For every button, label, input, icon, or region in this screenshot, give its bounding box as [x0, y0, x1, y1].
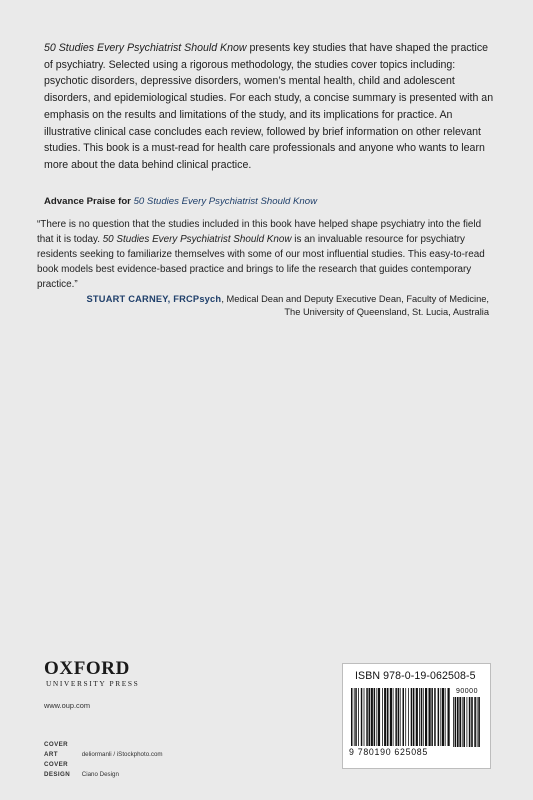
barcode-bar [355, 688, 357, 746]
barcode-bar [354, 688, 355, 746]
barcode-bar [376, 688, 377, 746]
quote-book-title: 50 Studies Every Psychiatrist Should Know [102, 234, 292, 245]
barcode-bar [361, 688, 363, 746]
praise-heading-book-title: 50 Studies Every Psychiatrist Should Know [133, 196, 318, 207]
barcode-bar [425, 688, 427, 746]
barcode-bar [431, 688, 433, 746]
barcode-bar [434, 688, 436, 746]
addon-barcode [453, 697, 483, 748]
barcode-bar [400, 688, 401, 746]
addon-bar [477, 697, 478, 747]
endorsement-quote [37, 217, 497, 292]
barcode-bar [411, 688, 413, 746]
barcode-bar [378, 688, 380, 746]
quote-part-2: is an invaluable resource for psychiatry residents seeking to familiarize themselves with some of our most influential studies. This easy-to-read book models best evidence-based practice and brings to life the research that guides contemporary practice.” [37, 234, 485, 290]
addon-bar [453, 697, 454, 747]
barcode-bar [390, 688, 392, 746]
ean-barcode [351, 688, 451, 748]
barcode-bar [384, 688, 386, 746]
barcode-bar [429, 688, 431, 746]
cover-credits [44, 740, 163, 780]
addon-bar [455, 697, 457, 747]
barcode-bar [405, 688, 406, 746]
publisher-logo [44, 659, 139, 689]
publisher-website: www.oup.com [44, 701, 91, 710]
advance-praise-heading [44, 196, 494, 207]
barcode-bar [382, 688, 383, 746]
barcode-bar [419, 688, 420, 746]
barcode-addon-number: 90000 [456, 688, 478, 695]
cover-art-value: deliormanli / iStockphoto.com [81, 751, 163, 758]
barcode-bar [440, 688, 441, 746]
barcode-bar [387, 688, 389, 746]
barcode-bar [403, 688, 405, 746]
barcode-bar [393, 688, 394, 746]
addon-bar [463, 697, 465, 747]
quote-part-1: “There is no question that the studies included in this book have helped shape psychiatry into the field that it is today. [37, 219, 482, 245]
barcode-bar [408, 688, 409, 746]
description-text: presents key studies that have shaped the practice of psychiatry. Selected using a rigorous methodology, the studies cover topics including: psychotic disorders, depressive disorders, women’s mental health, child and adolescent disorders, and epidemiological studies. For each study, a concise summary is presented with an emphasis on the results and limitations of the study, and its implications for practice. An illustrative clinical case concludes each review, followed by brief information on other relevant studies. This book is a must-read for health care professionals and anyone who wants to learn more about the data behind clinical practice. [44, 42, 494, 171]
barcode-bar [366, 688, 368, 746]
barcode-bar [421, 688, 423, 746]
barcode-bar [442, 688, 444, 746]
isbn-barcode-box [342, 663, 491, 769]
barcode-bar [423, 688, 424, 746]
cover-design-value: Ciano Design [81, 771, 119, 778]
barcode-bar [374, 688, 376, 746]
barcode-bar [358, 688, 359, 746]
cover-art-label: COVER ART [44, 741, 69, 758]
addon-bar [457, 697, 459, 747]
endorser-affiliation: The University of Queensland, St. Lucia, Australia [284, 307, 489, 317]
isbn-label: ISBN 978-0-19-062508-5 [355, 670, 476, 682]
endorser-role: , Medical Dean and Deputy Executive Dean, Faculty of Medicine, [221, 294, 489, 304]
barcode-bar [445, 688, 446, 746]
barcode-bar [364, 688, 365, 746]
praise-heading-label: Advance Praise for [44, 196, 134, 207]
barcode-bar [351, 688, 353, 746]
barcode-bar [416, 688, 418, 746]
addon-bar [469, 697, 471, 747]
barcode-bar [371, 688, 373, 746]
addon-bar [462, 697, 463, 747]
barcode-bar [369, 688, 371, 746]
publisher-logo-sub: UNIVERSITY PRESS [46, 679, 140, 688]
publisher-logo-main: OXFORD [44, 658, 130, 679]
endorser-name: STUART CARNEY, FRCPsych [86, 294, 222, 304]
addon-bar [467, 697, 468, 747]
barcode-bar [398, 688, 400, 746]
book-description [44, 40, 494, 174]
addon-bar [459, 697, 461, 747]
barcode-bar [448, 688, 450, 746]
barcode-bar [413, 688, 415, 746]
barcode-digits: 9 780190 625085 [349, 747, 428, 757]
description-book-title: 50 Studies Every Psychiatrist Should Know [44, 42, 247, 54]
addon-bar [474, 697, 476, 747]
barcode-bar [438, 688, 440, 746]
addon-bar [478, 697, 480, 747]
addon-bar [471, 697, 473, 747]
cover-design-label: COVER DESIGN [44, 761, 71, 778]
barcode-bar [395, 688, 397, 746]
endorsement-attribution [49, 293, 489, 319]
